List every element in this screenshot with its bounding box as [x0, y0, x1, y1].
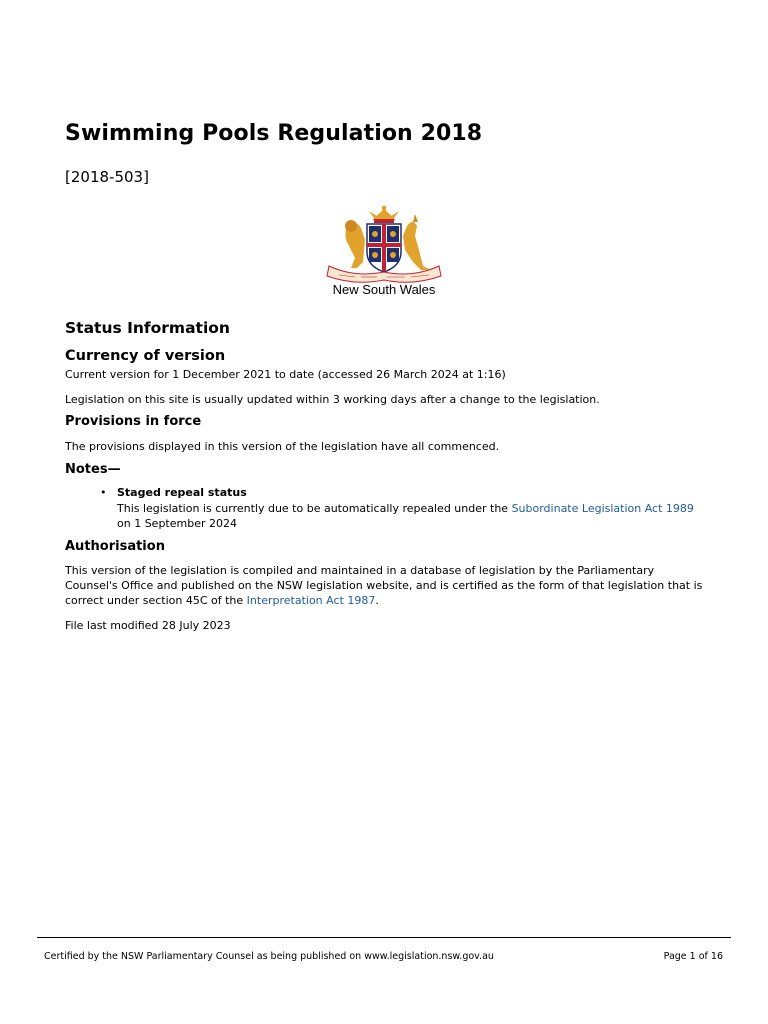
document-number: [2018-503]: [65, 168, 149, 186]
authorisation-text-after: .: [375, 594, 379, 607]
staged-repeal-text: [117, 501, 717, 531]
crest-caption: New South Wales: [332, 282, 436, 297]
authorisation-text-before: This version of the legislation is compiled and maintained in a database of legislation by the Parliamentary Counsel's Office and published on the NSW legislation website, and is certified as the form of that legislation that is correct under section 45C of the: [65, 564, 703, 607]
currency-version-text: Current version for 1 December 2021 to date (accessed 26 March 2024 at 1:16): [65, 368, 506, 381]
footer-divider: [37, 937, 731, 938]
provisions-in-force-heading: Provisions in force: [65, 414, 202, 429]
provisions-text: The provisions displayed in this version of the legislation have all commenced.: [65, 440, 500, 453]
interpretation-act-link[interactable]: Interpretation Act 1987: [246, 594, 376, 607]
currency-of-version-heading: Currency of version: [65, 348, 226, 364]
footer-page-number: Page 1 of 16: [663, 951, 723, 962]
bullet-icon: •: [100, 486, 107, 499]
update-frequency-text: Legislation on this site is usually updated within 3 working days after a change to the legislation.: [65, 393, 600, 406]
notes-heading: Notes—: [65, 462, 121, 477]
status-information-heading: Status Information: [65, 319, 230, 337]
staged-repeal-date: on 1 September 2024: [117, 517, 237, 530]
authorisation-text: [65, 563, 710, 608]
subordinate-legislation-act-link[interactable]: Subordinate Legislation Act 1989: [511, 502, 694, 515]
file-last-modified: File last modified 28 July 2023: [65, 619, 231, 632]
authorisation-heading: Authorisation: [65, 539, 165, 554]
document-title: Swimming Pools Regulation 2018: [65, 121, 483, 146]
nsw-coat-of-arms-icon: [325, 206, 443, 284]
footer-certification: Certified by the NSW Parliamentary Counsel as being published on www.legislation.nsw.gov.au: [44, 951, 494, 962]
staged-repeal-text-before: This legislation is currently due to be automatically repealed under the: [117, 502, 512, 515]
staged-repeal-title: Staged repeal status: [117, 486, 247, 499]
